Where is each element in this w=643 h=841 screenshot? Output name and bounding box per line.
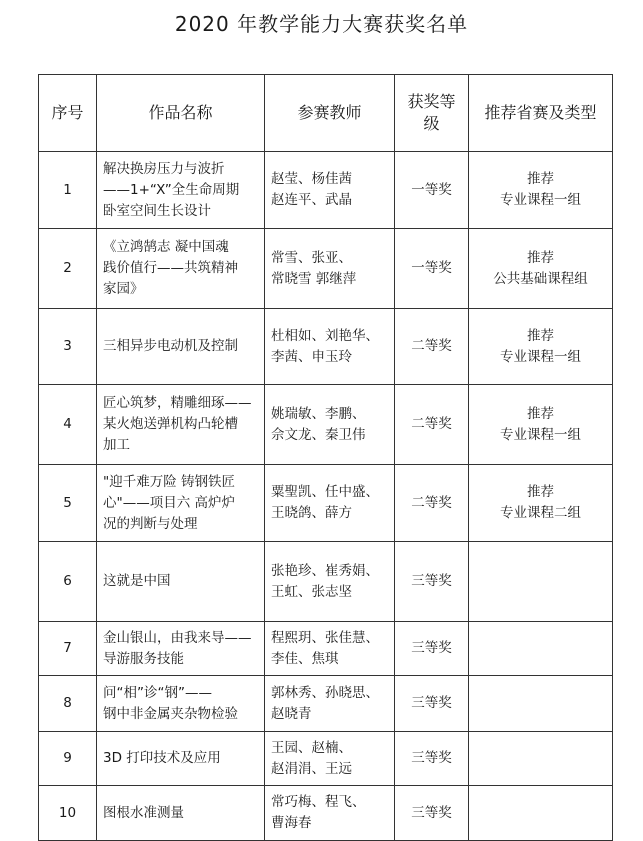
table-row — [39, 309, 613, 385]
cell-index: 8 — [39, 676, 97, 732]
cell-work-title — [97, 152, 265, 229]
teachers-line: 赵连平、武晶 — [271, 192, 352, 208]
work-title-line: "迎千难万险 铸钢铁匠 — [103, 473, 236, 490]
cell-index: 4 — [39, 385, 97, 465]
cell-recommendation — [469, 622, 613, 676]
cell-index: 10 — [39, 786, 97, 841]
teachers-line: 张艳珍、崔秀娟、 — [271, 562, 379, 579]
recommendation-line: 专业课程一组 — [500, 348, 581, 365]
recommendation-line: 公共基础课程组 — [493, 270, 588, 287]
work-title-line: 加工 — [103, 437, 130, 453]
recommendation-line: 推荐 — [527, 171, 554, 187]
work-title-line: 这就是中国 — [103, 573, 171, 589]
teachers-line: 郭林秀、孙晓思、 — [271, 684, 379, 701]
teachers-line: 常巧梅、程飞、 — [271, 794, 366, 810]
work-title-line: 卧室空间生长设计 — [103, 202, 211, 219]
table-row — [39, 542, 613, 622]
header-award: 获奖等级 — [395, 75, 469, 152]
table-row — [39, 786, 613, 841]
cell-teachers — [265, 786, 395, 841]
teachers-line: 程熙玥、张佳慧、 — [271, 629, 379, 646]
header-teachers: 参赛教师 — [265, 75, 395, 152]
work-title-line: 图根水准测量 — [103, 804, 184, 821]
cell-recommendation — [469, 152, 613, 229]
cell-teachers — [265, 385, 395, 465]
work-title-line: 《立鸿鹄志 凝中国魂 — [103, 239, 229, 255]
work-title-line: ——1+“X”全生命周期 — [103, 181, 240, 198]
work-title-line: 践价值行——共筑精神 — [103, 260, 238, 276]
teachers-line: 赵涓涓、王远 — [271, 760, 352, 777]
cell-award: 三等奖 — [395, 622, 469, 676]
teachers-line: 常雪、张亚、 — [271, 249, 352, 266]
header-index: 序号 — [39, 75, 97, 152]
recommendation-line: 推荐 — [527, 405, 554, 422]
recommendation-line: 推荐 — [527, 484, 554, 500]
cell-work-title — [97, 786, 265, 841]
recommendation-line: 专业课程一组 — [500, 426, 581, 443]
cell-index: 5 — [39, 465, 97, 542]
cell-award: 三等奖 — [395, 676, 469, 732]
work-title-line: 况的判断与处理 — [103, 515, 198, 532]
work-title-line: 钢中非金属夹杂物检验 — [103, 705, 238, 722]
page-title: 2020 年教学能力大赛获奖名单 — [174, 12, 469, 36]
cell-teachers — [265, 732, 395, 786]
cell-index: 9 — [39, 732, 97, 786]
work-title-line: 匠心筑梦，精雕细琢—— — [103, 395, 252, 411]
teachers-line: 王虹、张志坚 — [271, 583, 352, 600]
table-row — [39, 465, 613, 542]
recommendation-line: 推荐 — [527, 327, 554, 344]
recommendation-line: 专业课程一组 — [500, 192, 581, 208]
work-title-line: 金山银山，由我来导—— — [103, 629, 252, 646]
cell-work-title — [97, 229, 265, 309]
cell-recommendation — [469, 542, 613, 622]
cell-work-title — [97, 732, 265, 786]
cell-teachers — [265, 152, 395, 229]
work-title-line: 家园》 — [103, 281, 144, 297]
cell-recommendation — [469, 465, 613, 542]
teachers-line: 曹海春 — [271, 815, 312, 831]
teachers-line: 赵莹、杨佳茜 — [271, 171, 352, 187]
cell-recommendation — [469, 786, 613, 841]
cell-recommendation — [469, 309, 613, 385]
recommendation-line: 专业课程二组 — [500, 505, 581, 521]
table-row — [39, 732, 613, 786]
table-row — [39, 229, 613, 309]
cell-teachers — [265, 676, 395, 732]
cell-recommendation — [469, 385, 613, 465]
cell-teachers — [265, 542, 395, 622]
cell-index: 1 — [39, 152, 97, 229]
cell-index: 7 — [39, 622, 97, 676]
cell-recommendation — [469, 732, 613, 786]
cell-teachers — [265, 309, 395, 385]
table-row — [39, 622, 613, 676]
teachers-line: 李茜、申玉玲 — [271, 348, 352, 365]
cell-work-title — [97, 676, 265, 732]
cell-index: 6 — [39, 542, 97, 622]
teachers-line: 李佳、焦琪 — [271, 650, 339, 667]
cell-award: 二等奖 — [395, 465, 469, 542]
teachers-line: 佘文龙、秦卫伟 — [271, 426, 366, 443]
cell-work-title — [97, 385, 265, 465]
cell-index: 3 — [39, 309, 97, 385]
work-title-line: 三相异步电动机及控制 — [103, 338, 238, 354]
cell-recommendation — [469, 676, 613, 732]
cell-award: 三等奖 — [395, 542, 469, 622]
cell-award: 一等奖 — [395, 229, 469, 309]
cell-teachers — [265, 229, 395, 309]
teachers-line: 王晓鸽、薛方 — [271, 505, 352, 521]
teachers-line: 粟聖凯、任中盛、 — [271, 484, 379, 500]
work-title-line: 心"——项目六 高炉炉 — [103, 494, 236, 511]
cell-award: 二等奖 — [395, 385, 469, 465]
cell-work-title — [97, 622, 265, 676]
teachers-line: 姚瑞敏、李鹏、 — [271, 405, 366, 422]
teachers-line: 杜相如、刘艳华、 — [271, 327, 379, 344]
work-title-line: 问“相”诊“钢”—— — [103, 684, 212, 701]
work-title-line: 某火炮送弹机构凸轮槽 — [103, 416, 238, 432]
cell-award: 三等奖 — [395, 732, 469, 786]
recommendation-line: 推荐 — [527, 249, 554, 266]
awards-table — [38, 74, 613, 841]
cell-index: 2 — [39, 229, 97, 309]
work-title-line: 导游服务技能 — [103, 650, 184, 667]
table-row — [39, 152, 613, 229]
teachers-line: 常晓雪 郭继萍 — [271, 270, 357, 287]
table-row — [39, 676, 613, 732]
header-recommend: 推荐省赛及类型 — [469, 75, 613, 152]
cell-work-title — [97, 465, 265, 542]
header-row — [39, 75, 613, 152]
cell-award: 二等奖 — [395, 309, 469, 385]
work-title-line: 解决换房压力与波折 — [103, 160, 225, 177]
teachers-line: 王园、赵楠、 — [271, 739, 352, 756]
cell-work-title — [97, 309, 265, 385]
cell-award: 一等奖 — [395, 152, 469, 229]
cell-recommendation — [469, 229, 613, 309]
teachers-line: 赵晓青 — [271, 705, 312, 722]
cell-teachers — [265, 465, 395, 542]
cell-teachers — [265, 622, 395, 676]
cell-award: 三等奖 — [395, 786, 469, 841]
table-body — [39, 152, 613, 841]
header-work: 作品名称 — [97, 75, 265, 152]
table-row — [39, 385, 613, 465]
cell-work-title — [97, 542, 265, 622]
work-title-line: 3D 打印技术及应用 — [103, 750, 221, 766]
